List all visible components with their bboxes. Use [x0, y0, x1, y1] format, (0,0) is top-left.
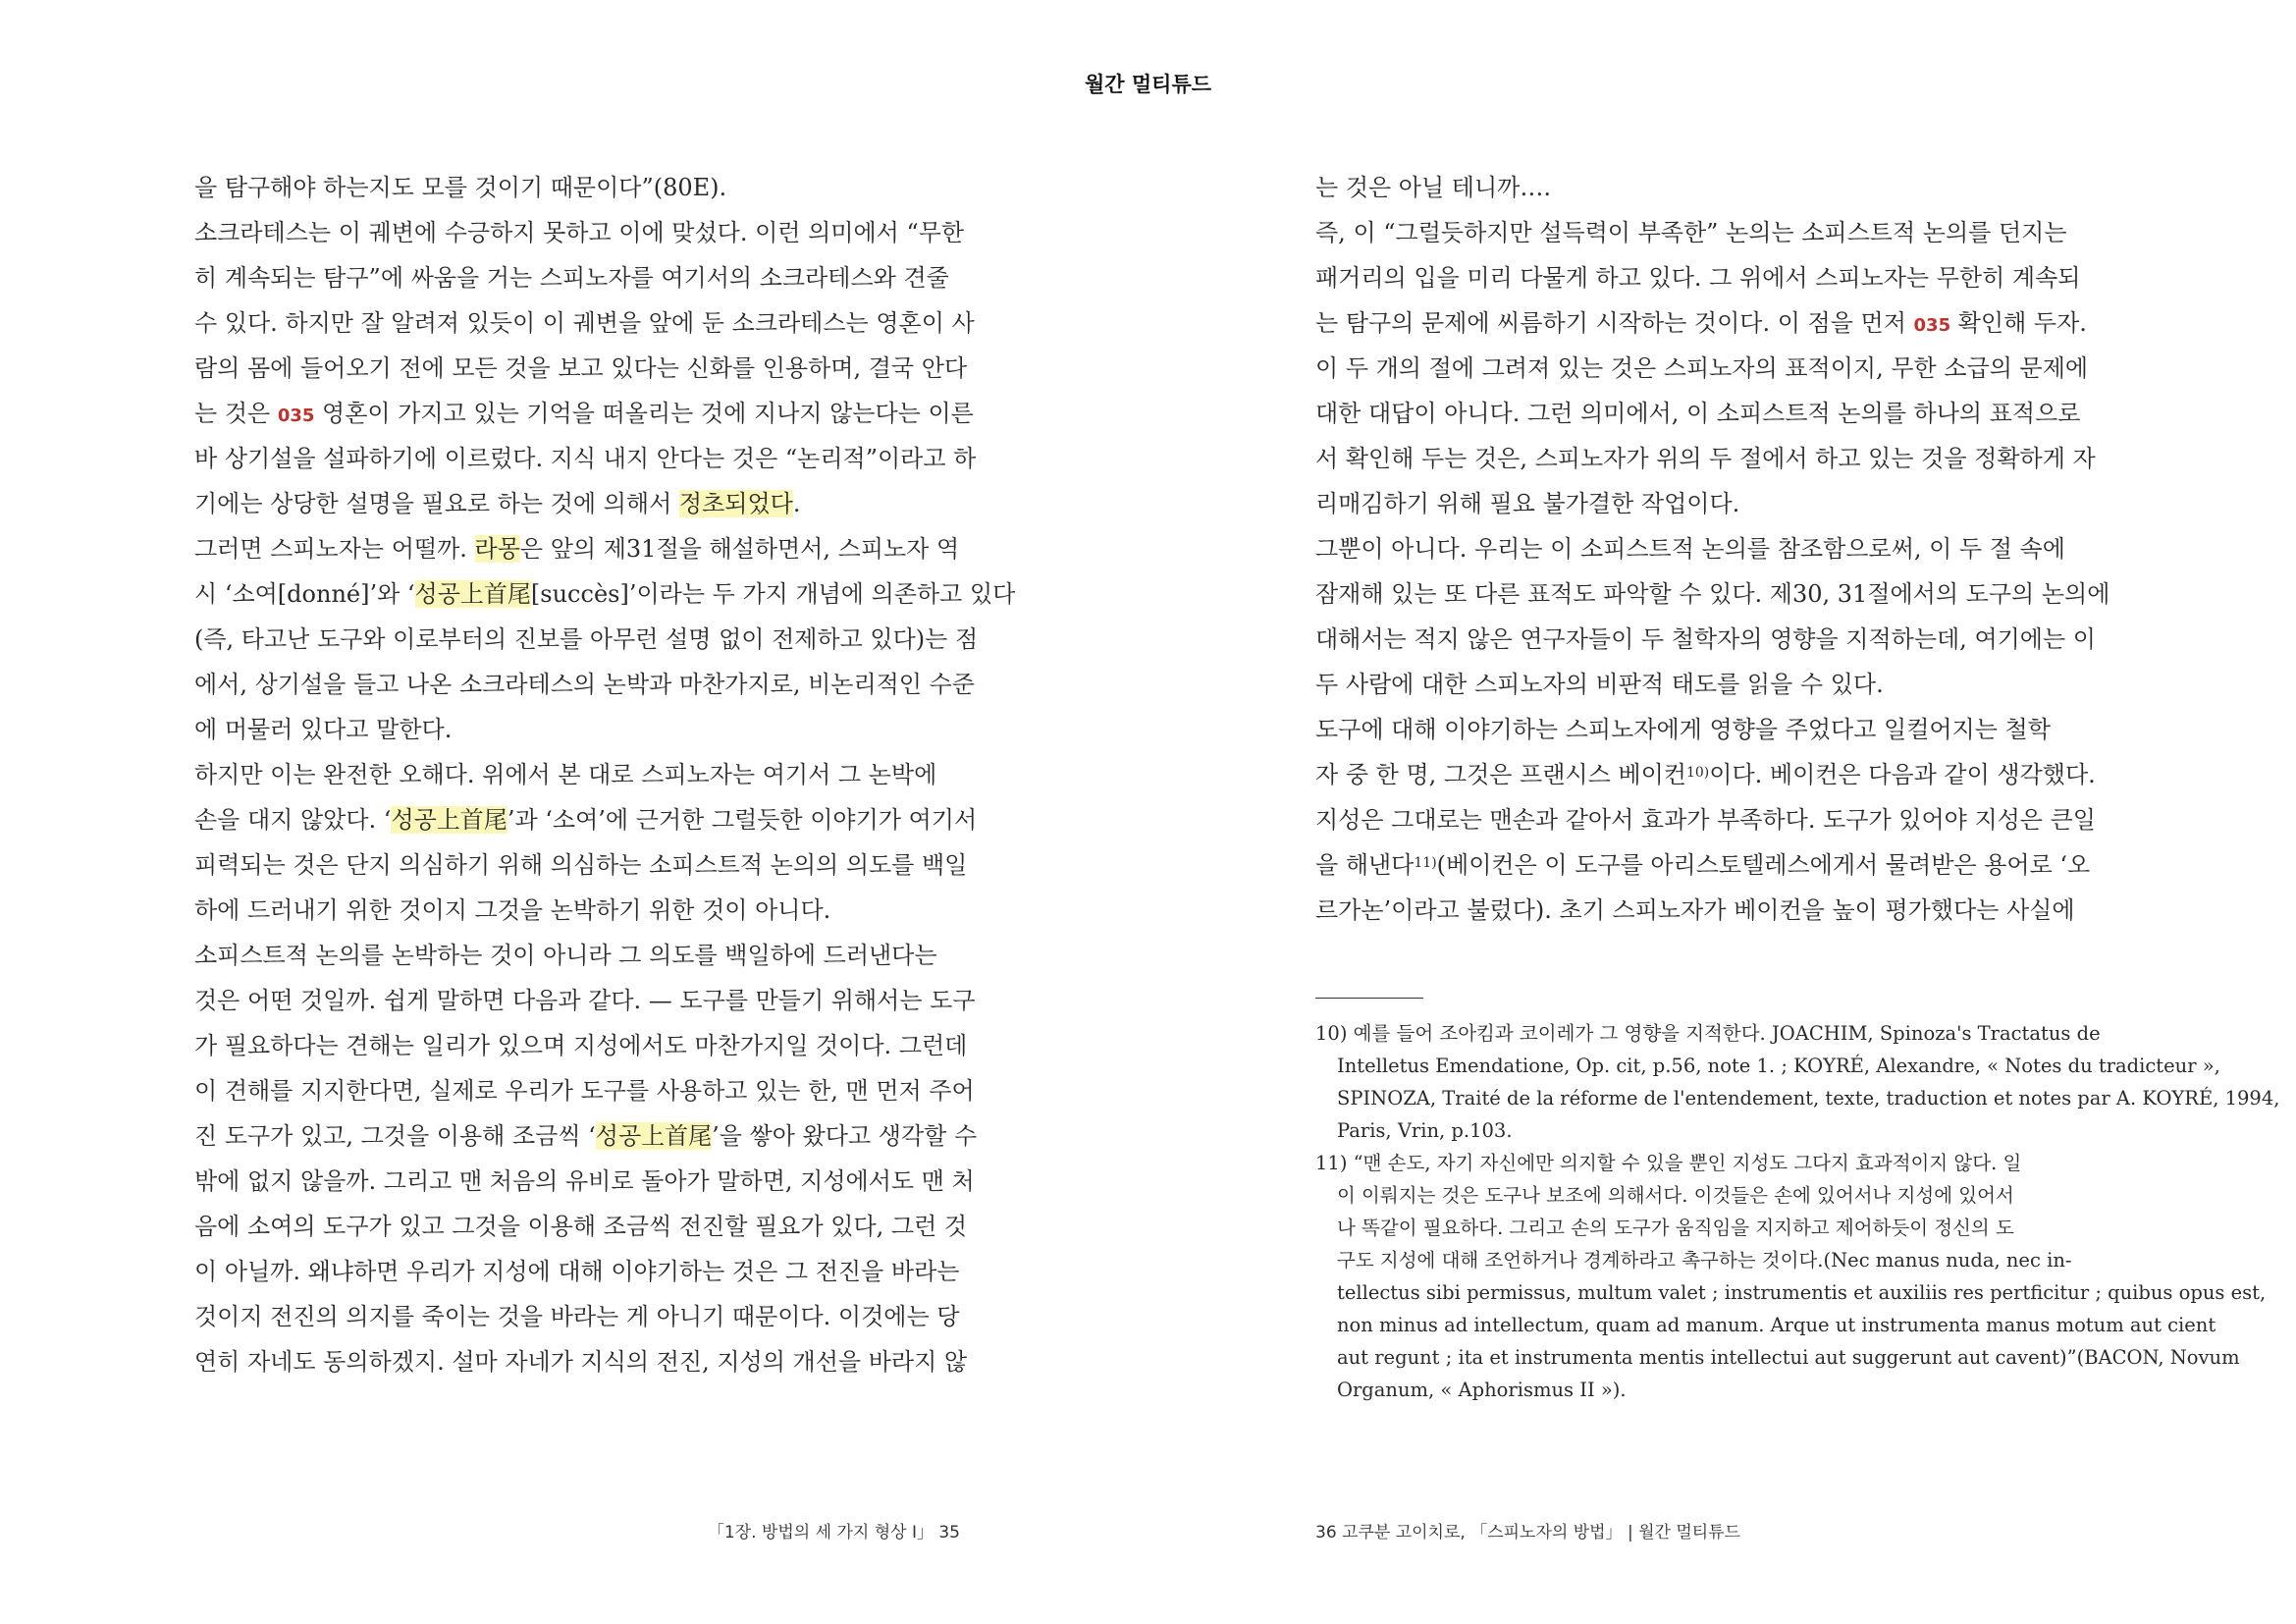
- text-line: [1315, 752, 2096, 797]
- text-line: 대해서는 적지 않은 연구자들이 두 철학자의 영향을 지적하는데, 여기에는 이: [1315, 625, 2096, 653]
- footnote-line: aut regunt ; ita et instrumenta mentis intellectui aut suggerunt aut cavent)”(BACON, Novum: [1337, 1346, 2240, 1369]
- text-span: .: [792, 490, 801, 517]
- text-span: 을 해낸다: [1315, 851, 1415, 879]
- footnote-ref: 11): [1414, 855, 1437, 871]
- text-line: 르가논’이라고 불렀다). 초기 스피노자가 베이컨을 높이 평가했다는 사실에: [1315, 896, 2075, 924]
- text-span: 은 앞의 제31절을 해설하면서, 스피노자 역: [519, 535, 960, 563]
- footnote-ref: 10): [1685, 765, 1710, 781]
- text-line: 에서, 상기설을 들고 나온 소크라테스의 논박과 마찬가지로, 비논리적인 수준: [194, 671, 975, 698]
- footnote-line: 이 이뤄지는 것은 도구나 보조에 의해서다. 이것들은 손에 있어서나 지성에 있어서: [1337, 1184, 2014, 1207]
- footnote-line: Organum, « Aphorismus II »).: [1337, 1379, 1627, 1401]
- text-span: 는 것은: [194, 400, 278, 427]
- text-span: ’과 ‘소여’에 근거한 그럴듯한 이야기가 여기서: [507, 806, 978, 834]
- left-page-body: [194, 165, 1016, 1384]
- left-page-footer: 「1장. 방법의 세 가지 형상 I」 35: [707, 1523, 960, 1543]
- page-marker: 035: [1913, 315, 1951, 336]
- text-line: 것은 어떤 것일까. 쉽게 말하면 다음과 같다. — 도구를 만들기 위해서는 도구: [194, 987, 976, 1014]
- text-line: 수 있다. 하지만 잘 알려져 있듯이 이 궤변을 앞에 둔 소크라테스는 영혼이 사: [194, 309, 975, 337]
- text-line: 에 머물러 있다고 말한다.: [194, 716, 453, 743]
- text-line: 대한 대답이 아니다. 그런 의미에서, 이 소피스트적 논의를 하나의 표적으로: [1315, 400, 2081, 427]
- footnote-divider: [1315, 998, 1423, 999]
- text-line: 이 아닐까. 왜냐하면 우리가 지성에 대해 이야기하는 것은 그 전진을 바라는: [194, 1258, 960, 1285]
- footnote-line: Intelletus Emendatione, Op. cit, p.56, note 1. ; KOYRÉ, Alexandre, « Notes du tradicteur »,: [1337, 1055, 2220, 1077]
- text-line: 지성은 그대로는 맨손과 같아서 효과가 부족하다. 도구가 있어야 지성은 큰일: [1315, 806, 2096, 834]
- text-span: 영혼이 가지고 있는 기억을 떠올리는 것에 지나지 않는다는 이른: [314, 400, 974, 427]
- journal-title: 월간 멀티튜드: [1084, 73, 1212, 96]
- highlighted-term: 성공上首尾: [391, 806, 507, 834]
- text-line: 도구에 대해 이야기하는 스피노자에게 영향을 주었다고 일컬어지는 철학: [1315, 716, 2051, 743]
- text-line: 히 계속되는 탐구”에 싸움을 거는 스피노자를 여기서의 소크라테스와 견줄: [194, 264, 949, 292]
- text-span: [succès]’이라는 두 가지 개념에 의존하고 있다: [530, 580, 1016, 608]
- footnote-line: 11) “맨 손도, 자기 자신에만 의지할 수 있을 뿐인 지성도 그다지 효과적이지 않다. 일: [1315, 1152, 2022, 1174]
- highlighted-term: 정초되었다: [678, 490, 793, 517]
- text-line: 하에 드러내기 위한 것이지 그것을 논박하기 위한 것이 아니다.: [194, 896, 831, 924]
- text-line: 밖에 없지 않을까. 그리고 맨 처음의 유비로 돌아가 말하면, 지성에서도 맨 처: [194, 1167, 975, 1195]
- text-span: (베이컨은 이 도구를 아리스토텔레스에게서 물려받은 용어로 ‘오: [1436, 851, 2091, 879]
- text-line: 피력되는 것은 단지 의심하기 위해 의심하는 소피스트적 논의의 의도를 백일: [194, 851, 968, 879]
- text-line: 가 필요하다는 견해는 일리가 있으며 지성에서도 마찬가지일 것이다. 그런데: [194, 1032, 968, 1059]
- right-page-footer: 36 고쿠분 고이치로, 「스피노자의 방법」 | 월간 멀티튜드: [1315, 1523, 1741, 1543]
- text-span: 이다. 베이컨은 다음과 같이 생각했다.: [1709, 761, 2096, 788]
- footnote-line: Paris, Vrin, p.103.: [1337, 1119, 1513, 1142]
- text-span: 는 탐구의 문제에 씨름하기 시작하는 것이다. 이 점을 먼저: [1315, 309, 1914, 337]
- text-line: 는 것은 아닐 테니까….: [1315, 174, 1551, 201]
- text-line: (즉, 타고난 도구와 이로부터의 진보를 아무런 설명 없이 전제하고 있다)는 점: [194, 625, 979, 653]
- right-page-body: [1315, 165, 2110, 933]
- footnote-line: 10) 예를 들어 조아킴과 코이레가 그 영향을 지적한다. JOACHIM, Spinoza's Tractatus de: [1315, 1022, 2101, 1045]
- footnotes: [1315, 1017, 2280, 1406]
- text-line: 리매김하기 위해 필요 불가결한 작업이다.: [1315, 490, 1740, 517]
- text-line: 이 두 개의 절에 그려져 있는 것은 스피노자의 표적이지, 무한 소급의 문제에: [1315, 354, 2089, 382]
- text-line: 즉, 이 “그럴듯하지만 설득력이 부족한” 논의는 소피스트적 논의를 던지는: [1315, 219, 2067, 246]
- text-line: [194, 481, 960, 526]
- footnote-line: 구도 지성에 대해 조언하거나 경계하라고 촉구하는 것이다.(Nec manus nuda, nec in-: [1337, 1249, 2072, 1272]
- text-span: 시 ‘소여[donné]’와 ‘: [194, 580, 415, 608]
- text-line: 하지만 이는 완전한 오해다. 위에서 본 대로 스피노자는 여기서 그 논박에: [194, 761, 937, 788]
- text-line: 람의 몸에 들어오기 전에 모든 것을 보고 있다는 신화를 인용하며, 결국 안다: [194, 354, 968, 382]
- text-line: 연히 자네도 동의하겠지. 설마 자네가 지식의 전진, 지성의 개선을 바라지 않: [194, 1348, 968, 1376]
- text-span: 그러면 스피노자는 어떨까.: [194, 535, 475, 563]
- text-span: 기에는 상당한 설명을 필요로 하는 것에 의해서: [194, 490, 679, 517]
- text-line: 두 사람에 대한 스피노자의 비판적 태도를 읽을 수 있다.: [1315, 671, 1884, 698]
- text-line: [1315, 842, 2091, 888]
- highlighted-term: 라몽: [474, 535, 520, 563]
- text-line: 소피스트적 논의를 논박하는 것이 아니라 그 의도를 백일하에 드러낸다는: [194, 942, 937, 969]
- text-line: [194, 571, 1016, 617]
- text-span: 진 도구가 있고, 그것을 이용해 조금씩 ‘: [194, 1122, 596, 1150]
- text-line: 소크라테스는 이 궤변에 수긍하지 못하고 이에 맞섰다. 이런 의미에서 “무한: [194, 219, 965, 246]
- text-line: 서 확인해 두는 것은, 스피노자가 위의 두 절에서 하고 있는 것을 정확하게 자: [1315, 445, 2096, 472]
- text-line: 바 상기설을 설파하기에 이르렀다. 지식 내지 안다는 것은 “논리적”이라고 하: [194, 445, 977, 472]
- text-line: [194, 391, 974, 436]
- text-span: 자 중 한 명, 그것은 프랜시스 베이컨: [1315, 761, 1686, 788]
- text-line: 그뿐이 아니다. 우리는 이 소피스트적 논의를 참조함으로써, 이 두 절 속에: [1315, 535, 2065, 563]
- text-line: 잠재해 있는 또 다른 표적도 파악할 수 있다. 제30, 31절에서의 도구의 논의에: [1315, 580, 2110, 608]
- text-line: [194, 526, 960, 571]
- text-span: 손을 대지 않았다. ‘: [194, 806, 392, 834]
- text-line: 음에 소여의 도구가 있고 그것을 이용해 조금씩 전진할 필요가 있다, 그런 것: [194, 1213, 968, 1240]
- footnote-line: tellectus sibi permissus, multum valet ; instrumentis et auxiliis res pertficitur ; quibus opus est,: [1337, 1281, 2267, 1304]
- highlighted-term: 성공上首尾: [595, 1122, 713, 1150]
- highlighted-term: 성공上首尾: [414, 580, 531, 608]
- footnote-line: 나 똑같이 필요하다. 그리고 손의 도구가 움직임을 지지하고 제어하듯이 정신의 도: [1337, 1217, 2014, 1239]
- text-span: ’을 쌓아 왔다고 생각할 수: [712, 1122, 978, 1150]
- footnote-line: SPINOZA, Traité de la réforme de l'entendement, texte, traduction et notes par A. KOYRÉ, 1994,: [1337, 1087, 2280, 1110]
- text-line: 패거리의 입을 미리 다물게 하고 있다. 그 위에서 스피노자는 무한히 계속되: [1315, 264, 2081, 292]
- text-line: [194, 1113, 978, 1159]
- footnote-line: non minus ad intellectum, quam ad manum. Arque ut instrumenta manus motum aut cient: [1337, 1314, 2216, 1336]
- text-line: [1315, 300, 2087, 346]
- text-span: 확인해 두자.: [1950, 309, 2087, 337]
- text-line: 을 탐구해야 하는지도 모를 것이기 때문이다”(80E).: [194, 174, 727, 201]
- page-marker: 035: [277, 406, 315, 426]
- text-line: 이 견해를 지지한다면, 실제로 우리가 도구를 사용하고 있는 한, 맨 먼저 주어: [194, 1077, 975, 1105]
- text-line: [194, 797, 978, 842]
- text-line: 것이지 전진의 의지를 죽이는 것을 바라는 게 아니기 때문이다. 이것에는 당: [194, 1303, 960, 1330]
